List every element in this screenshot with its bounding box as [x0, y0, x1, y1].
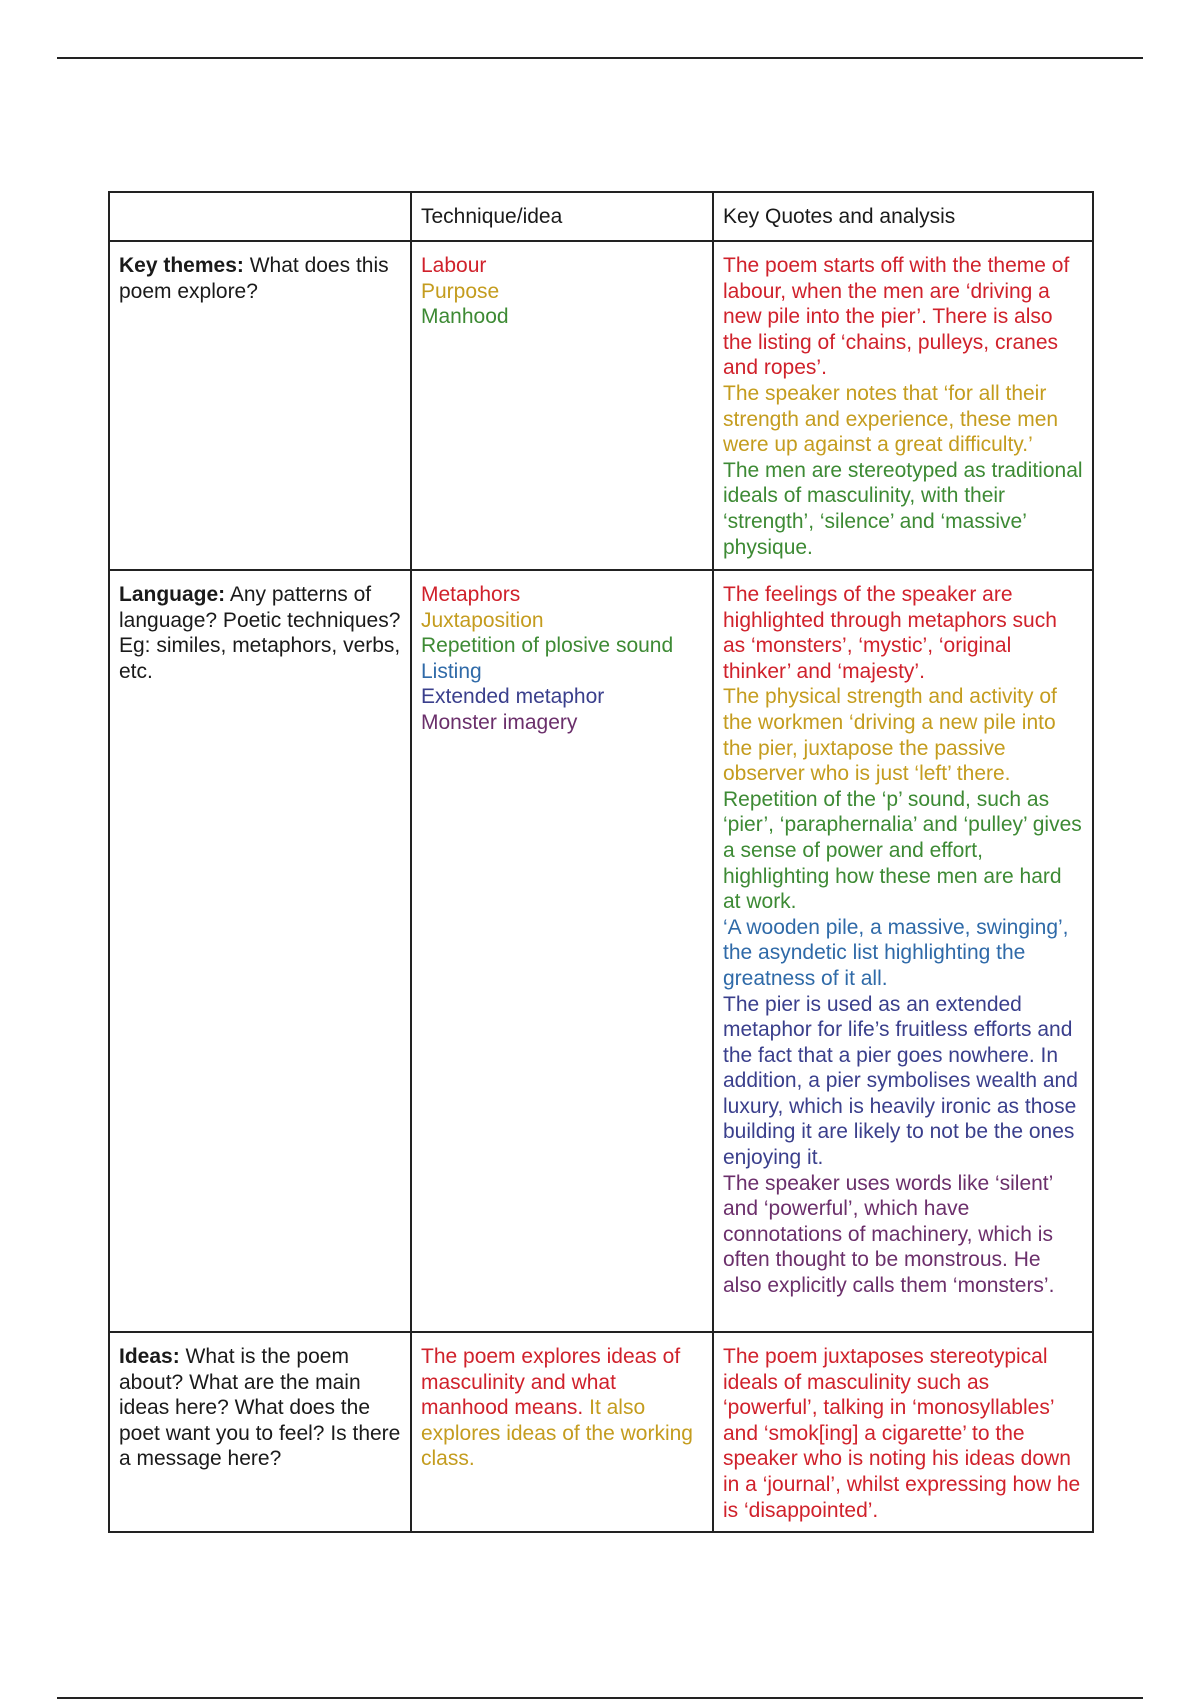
analysis-cell [713, 1332, 1093, 1532]
analysis-paragraph: The poem juxtaposes stereotypical ideals of masculinity such as ‘powerful’, talking in ‘monosyllables’ and ‘smok[ing] a cigarette’ to the speaker who is noting his ideas down in a ‘journal’, whilst expressing how he is ‘disappointed’. [723, 1345, 1081, 1522]
top-rule [57, 57, 1143, 59]
analysis-paragraph: Repetition of the ‘p’ sound, such as ‘pier’, ‘paraphernalia’ and ‘pulley’ gives a sense of power and effort, highlighting how these men are hard at work. [723, 787, 1082, 914]
row-label-cell [109, 1332, 411, 1532]
technique-item: Metaphors [421, 583, 521, 606]
row-label-prompt: What is the poem about? What are the main ideas here? What does the poet want you to feel? Is there a message here? [119, 1345, 401, 1471]
row-label-title: Key themes: [119, 254, 244, 277]
analysis-paragraph: The speaker notes that ‘for all their strength and experience, these men were up against a great difficulty.’ [723, 381, 1059, 457]
technique-item: Listing [421, 659, 482, 683]
technique-item: Manhood [421, 305, 509, 329]
analysis-paragraph: The speaker uses words like ‘silent’ and ‘powerful’, which have connotations of machinery, which is often thought to be monstrous. He also explicitly calls them ‘monsters’. [723, 1171, 1055, 1298]
row-label-prompt: Any patterns of language? Poetic techniques? Eg: similes, metaphors, verbs, etc. [119, 583, 401, 683]
technique-sentence: It also explores ideas of the working class. [421, 1396, 693, 1471]
analysis-paragraph: The pier is used as an extended metaphor for life’s fruitless efforts and the fact that a pier goes nowhere. In addition, a pier symbolises wealth and luxury, which is heavily ironic as those building it are likely to not be the ones enjoying it. [723, 992, 1078, 1170]
technique-item: Purpose [421, 279, 500, 303]
table-row [109, 241, 1093, 570]
row-label-cell [109, 241, 411, 570]
analysis-cell [713, 570, 1093, 1332]
technique-item: Juxtaposition [421, 608, 544, 632]
table-row [109, 1332, 1093, 1532]
analysis-paragraph: The feelings of the speaker are highlighted through metaphors such as ‘monsters’, ‘mystic’, ‘original thinker’ and ‘majesty’. [723, 583, 1057, 683]
header-cell-quotes: Key Quotes and analysis [713, 192, 1093, 241]
technique-cell [411, 570, 713, 1332]
technique-item: Labour [421, 254, 487, 277]
row-label-title: Language: [119, 583, 226, 606]
analysis-cell [713, 241, 1093, 570]
table-header-row [109, 192, 1093, 241]
header-cell-blank [109, 192, 411, 241]
technique-item: Monster imagery [421, 710, 578, 734]
header-cell-technique: Technique/idea [411, 192, 713, 241]
technique-cell [411, 1332, 713, 1532]
technique-cell [411, 241, 713, 570]
row-label-title: Ideas: [119, 1345, 180, 1368]
technique-item: Extended metaphor [421, 685, 605, 709]
table-row [109, 570, 1093, 1332]
analysis-paragraph: The physical strength and activity of the workmen ‘driving a new pile into the pier, juxtapose the passive observer who is just ‘left’ there. [723, 685, 1057, 786]
bottom-rule [57, 1697, 1143, 1699]
technique-item: Repetition of plosive sound [421, 634, 674, 658]
poem-analysis-table [108, 191, 1094, 1533]
technique-sentence: The poem explores ideas of masculinity and what manhood means. [421, 1345, 681, 1420]
analysis-paragraph: The men are stereotyped as traditional ideals of masculinity, with their ‘strength’, ‘silence’ and ‘massive’ physique. [723, 458, 1083, 559]
analysis-paragraph: ‘A wooden pile, a massive, swinging’, the asyndetic list highlighting the greatness of it all. [723, 915, 1069, 990]
row-label-cell [109, 570, 411, 1332]
row-label-prompt: What does this poem explore? [119, 254, 389, 303]
analysis-paragraph: The poem starts off with the theme of labour, when the men are ‘driving a new pile into the pier’. There is also the listing of ‘chains, pulleys, cranes and ropes’. [723, 254, 1070, 380]
